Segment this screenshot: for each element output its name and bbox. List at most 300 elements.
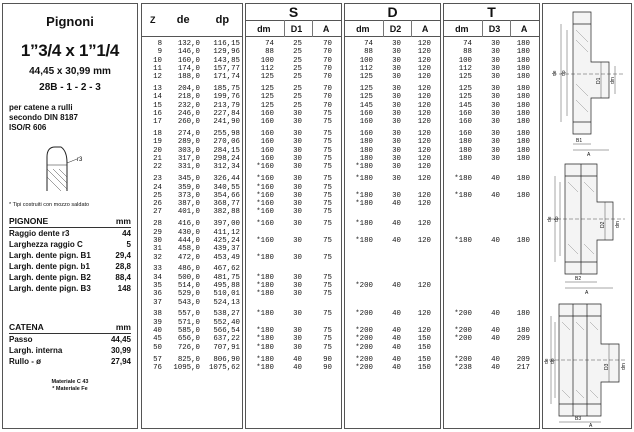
table-cell: 125 — [359, 85, 373, 94]
table-cell: 160 — [359, 130, 373, 139]
table-cell: 180 — [516, 118, 530, 127]
spec-value: 27,94 — [110, 357, 131, 366]
table-cell: 20 — [153, 146, 162, 155]
table-cell: 30 — [392, 73, 401, 82]
table-cell: 255,98 — [213, 130, 240, 139]
table-cell — [472, 319, 500, 327]
table-cell — [347, 245, 373, 253]
table-column — [162, 40, 200, 372]
table-cell: 453,49 — [213, 253, 240, 262]
table-cell — [274, 245, 302, 253]
table-cell: 120 — [417, 56, 431, 65]
table-cell: 146,0 — [177, 48, 200, 57]
table-cell: 30 — [392, 130, 401, 139]
table-cell — [446, 274, 472, 282]
table-cell: 30 — [491, 85, 500, 94]
table-cell: 30 — [293, 273, 302, 282]
table-cell: 40 — [491, 310, 500, 319]
table-cell: 387,0 — [177, 200, 200, 209]
table-column — [302, 40, 332, 372]
table-column — [274, 40, 302, 372]
table-cell: 150 — [417, 343, 431, 352]
label-a-1: A — [587, 152, 591, 158]
table-cell: 70 — [323, 64, 332, 73]
table-cell: 75 — [323, 155, 332, 164]
column-divider — [510, 20, 511, 37]
table-cell: 75 — [323, 273, 332, 282]
table-cell: 543,0 — [177, 298, 200, 307]
table-cell — [446, 208, 472, 216]
table-cell — [274, 299, 302, 307]
table-cell — [446, 290, 472, 298]
label-d3: D3 — [604, 363, 610, 370]
table-cell: *200 — [355, 335, 373, 344]
spec-label: Larghezza raggio C — [9, 240, 83, 249]
table-cell: 30 — [293, 310, 302, 319]
table-cell — [302, 245, 332, 253]
table-cell: *200 — [454, 335, 472, 344]
table-cell: 120 — [417, 191, 431, 200]
table-cell: *160 — [256, 163, 274, 172]
table-cell: 180 — [516, 327, 530, 336]
table-cell: 30 — [392, 40, 401, 48]
table-column — [347, 40, 373, 372]
table-cell: 70 — [323, 40, 332, 48]
table-cell: 30 — [392, 48, 401, 57]
table-cell: 373,0 — [177, 191, 200, 200]
table-cell: 354,66 — [213, 191, 240, 200]
header-s-a: A — [322, 23, 330, 34]
table-cell: 28 — [153, 220, 162, 229]
table-cell: 30 — [491, 73, 500, 82]
table-cell: 30 — [293, 220, 302, 229]
spec-label: Largh. dente pign. B2 — [9, 273, 91, 282]
table-cell: 120 — [417, 220, 431, 229]
table-cell: 246,0 — [177, 109, 200, 118]
table-cell: 112 — [260, 64, 274, 73]
table-cell: 411,12 — [213, 228, 240, 237]
table-cell: 33 — [153, 265, 162, 274]
table-cell: 359,0 — [177, 183, 200, 192]
table-cell: 75 — [323, 220, 332, 229]
table-cell: *200 — [355, 310, 373, 319]
table-cell: 30 — [392, 56, 401, 65]
table-cell: 120 — [417, 327, 431, 336]
table-cell — [248, 265, 274, 273]
table-cell — [446, 344, 472, 352]
table-cell: 557,0 — [177, 310, 200, 319]
table-cell: 75 — [323, 146, 332, 155]
catena-heading: CATENA — [9, 322, 44, 332]
table-cell — [373, 265, 401, 273]
catena-unit: mm — [115, 322, 131, 332]
table-cell — [274, 319, 302, 327]
table-cell: 12 — [153, 73, 162, 82]
table-cell: 180 — [516, 56, 530, 65]
chain-code: 28B - 1 - 2 - 3 — [39, 82, 101, 93]
table-cell: 566,54 — [213, 327, 240, 336]
table-cell: 143,85 — [213, 56, 240, 65]
table-cell: 31 — [153, 245, 162, 254]
pignone-specs — [9, 228, 131, 294]
table-cell: 75 — [323, 281, 332, 290]
table-cell: 40 — [153, 327, 162, 336]
table-cell: 467,62 — [213, 265, 240, 274]
table-cell — [446, 265, 472, 273]
table-cell: 125 — [260, 73, 274, 82]
spec-label: Rullo - ø — [9, 357, 41, 366]
table-cell: 29 — [153, 228, 162, 237]
table-cell: 19 — [153, 138, 162, 147]
table-cell: 75 — [323, 310, 332, 319]
tooth-r3-label: r3 — [77, 157, 83, 163]
table-cell: 30 — [293, 281, 302, 290]
chain-size: 1”3/4 x 1”1/4 — [20, 41, 120, 60]
table-cell — [248, 299, 274, 307]
table-cell — [347, 319, 373, 327]
welded-hub-note: * Tipi costruiti con mozzo saldato — [9, 202, 90, 208]
table-cell: 70 — [323, 48, 332, 57]
table-cell: 37 — [153, 298, 162, 307]
table-cell: 38 — [153, 310, 162, 319]
table-cell — [500, 163, 530, 171]
table-cell: 30 — [293, 183, 302, 192]
table-cell: 180 — [516, 93, 530, 102]
pignone-spec-row — [9, 250, 131, 261]
table-cell: 806,90 — [213, 355, 240, 364]
table-cell: 120 — [417, 85, 431, 94]
table-cell: 180 — [516, 146, 530, 155]
table-cell — [472, 344, 500, 352]
table-cell: 30 — [293, 327, 302, 336]
table-cell: *238 — [454, 363, 472, 372]
desc-line-3: ISO/R 606 — [9, 123, 47, 132]
table-cell: 100 — [458, 56, 472, 65]
spec-label: Largh. dente pign. B1 — [9, 251, 91, 260]
table-cell: 16 — [153, 109, 162, 118]
table-cell: 125 — [458, 85, 472, 94]
table-cell — [472, 163, 500, 171]
table-cell: 416,0 — [177, 220, 200, 229]
table-cell — [472, 290, 500, 298]
spec-value: 88,4 — [115, 273, 131, 282]
table-cell — [373, 184, 401, 192]
table-cell: 209 — [516, 335, 530, 344]
table-cell: 26 — [153, 200, 162, 209]
table-cell: 75 — [323, 253, 332, 262]
table-cell: 88 — [463, 48, 472, 57]
pignone-spec-row — [9, 283, 131, 294]
table-cell: 180 — [359, 146, 373, 155]
table-cell: 30 — [293, 109, 302, 118]
table-cell — [401, 290, 431, 298]
pignone-unit: mm — [115, 216, 131, 226]
table-cell: 382,88 — [213, 208, 240, 217]
table-cell: 23 — [153, 175, 162, 184]
table-cell: 30 — [293, 335, 302, 344]
table-cell: 425,24 — [213, 236, 240, 245]
table-cell: 75 — [323, 191, 332, 200]
table-cell: 538,27 — [213, 310, 240, 319]
table-cell: 188,0 — [177, 73, 200, 82]
table-cell: *180 — [355, 175, 373, 184]
table-cell: 40 — [392, 220, 401, 229]
table-cell — [373, 274, 401, 282]
sprocket-diagram-icon — [543, 4, 631, 428]
table-cell: 180 — [516, 310, 530, 319]
header-de: de — [176, 14, 190, 26]
duplex-table — [344, 3, 441, 429]
table-cell: 30 — [293, 155, 302, 164]
table-cell: 30 — [392, 155, 401, 164]
table-cell — [401, 274, 431, 282]
table-cell: 180 — [359, 155, 373, 164]
table-cell: 120 — [417, 310, 431, 319]
table-cell: 70 — [323, 56, 332, 65]
label-dm-1: dm — [610, 77, 616, 84]
table-cell: 284,15 — [213, 146, 240, 155]
table-cell: 472,0 — [177, 253, 200, 262]
header-t-dm: dm — [455, 23, 469, 34]
table-cell: 24 — [153, 183, 162, 192]
table-cell: 303,0 — [177, 146, 200, 155]
table-cell: 120 — [417, 64, 431, 73]
table-cell: 30 — [392, 85, 401, 94]
table-cell: 345,0 — [177, 175, 200, 184]
table-cell: 298,24 — [213, 155, 240, 164]
table-cell: *180 — [256, 363, 274, 372]
table-cell: *180 — [256, 327, 274, 336]
table-cell: 204,0 — [177, 85, 200, 94]
table-cell — [302, 319, 332, 327]
table-cell: 120 — [417, 109, 431, 118]
header-s-dm: dm — [257, 23, 271, 34]
table-cell: *180 — [454, 175, 472, 184]
table-cell: 218,0 — [177, 93, 200, 102]
desc-line-2: secondo DIN 8187 — [9, 113, 78, 122]
header-d-d2: D2 — [389, 23, 402, 34]
table-cell: 160 — [260, 130, 274, 139]
table-cell: 444,0 — [177, 236, 200, 245]
table-cell: 150 — [417, 355, 431, 364]
pignone-section-header — [9, 216, 131, 228]
table-cell: 70 — [323, 93, 332, 102]
header-t-d3: D3 — [488, 23, 501, 34]
table-cell: 232,0 — [177, 101, 200, 110]
table-cell: 15 — [153, 101, 162, 110]
table-cell — [274, 265, 302, 273]
table-cell: 30 — [293, 343, 302, 352]
table-cell: 125 — [260, 93, 274, 102]
tooth-profile-icon — [33, 143, 93, 193]
table-cell — [373, 229, 401, 237]
table-cell: 9 — [157, 48, 162, 57]
table-cell — [373, 290, 401, 298]
table-cell — [472, 220, 500, 228]
table-cell: *200 — [355, 343, 373, 352]
table-cell: 157,77 — [213, 64, 240, 73]
table-cell: 174,0 — [177, 64, 200, 73]
table-cell: *180 — [355, 163, 373, 172]
table-cell: 227,84 — [213, 109, 240, 118]
table-cell: 30 — [491, 40, 500, 48]
table-cell: 30 — [491, 146, 500, 155]
table-cell: 185,75 — [213, 85, 240, 94]
table-cell: 25 — [293, 64, 302, 73]
table-cell: 486,0 — [177, 265, 200, 274]
table-cell: 40 — [293, 355, 302, 364]
table-cell: *180 — [355, 236, 373, 245]
table-cell: 656,0 — [177, 335, 200, 344]
table-cell: 39 — [153, 318, 162, 327]
table-cell — [401, 229, 431, 237]
table-cell: 120 — [417, 93, 431, 102]
table-cell: 150 — [417, 335, 431, 344]
table-column — [446, 40, 472, 372]
table-cell: 129,96 — [213, 48, 240, 57]
table-cell: 75 — [323, 130, 332, 139]
table-cell — [500, 220, 530, 228]
table-cell: 180 — [516, 85, 530, 94]
table-cell: 30 — [491, 155, 500, 164]
table-cell: 11 — [153, 64, 162, 73]
label-d1: D1 — [596, 77, 602, 84]
table-cell: 326,44 — [213, 175, 240, 184]
table-cell: *160 — [256, 236, 274, 245]
table-cell: *180 — [256, 253, 274, 262]
table-cell: *160 — [256, 191, 274, 200]
label-a-2: A — [585, 290, 589, 296]
label-dp-3: dp — [550, 358, 556, 364]
table-cell — [472, 265, 500, 273]
table-cell: 57 — [153, 355, 162, 364]
table-cell: 514,0 — [177, 281, 200, 290]
label-de-3: de — [544, 358, 550, 364]
label-d2: D2 — [600, 221, 606, 228]
table-cell: 25 — [293, 93, 302, 102]
table-cell: 120 — [417, 236, 431, 245]
table-cell: *200 — [355, 327, 373, 336]
table-cell — [401, 245, 431, 253]
table-cell: 40 — [392, 363, 401, 372]
table-cell — [472, 274, 500, 282]
table-cell: *160 — [256, 220, 274, 229]
table-cell — [347, 254, 373, 262]
spec-value: 30,99 — [110, 346, 131, 355]
table-cell: 30 — [491, 130, 500, 139]
table-cell — [500, 254, 530, 262]
pignone-heading: PIGNONE — [9, 216, 49, 226]
table-cell: 495,88 — [213, 281, 240, 290]
table-cell: 40 — [491, 191, 500, 200]
table-cell — [373, 254, 401, 262]
table-cell — [446, 254, 472, 262]
table-cell: 368,77 — [213, 200, 240, 209]
table-cell: 30 — [392, 101, 401, 110]
label-dp-1: dp — [561, 70, 567, 76]
table-cell: 30 — [392, 64, 401, 73]
pignone-spec-row — [9, 261, 131, 272]
table-cell: 40 — [392, 335, 401, 344]
table-cell: 125 — [260, 101, 274, 110]
table-cell: 160 — [359, 109, 373, 118]
table-cell: 160 — [359, 118, 373, 127]
table-cell: 160 — [260, 118, 274, 127]
table-cell — [347, 184, 373, 192]
table-cell: *180 — [256, 310, 274, 319]
table-cell: 171,74 — [213, 73, 240, 82]
label-de-1: de — [552, 70, 558, 76]
spec-value: 44 — [122, 229, 131, 238]
product-title: Pignoni — [46, 14, 94, 29]
table-cell: 317,0 — [177, 155, 200, 164]
table-cell — [347, 265, 373, 273]
table-column — [401, 40, 431, 372]
table-cell: 209 — [516, 355, 530, 364]
simplex-table — [245, 3, 342, 429]
table-cell: 180 — [516, 175, 530, 184]
header-dp: dp — [215, 14, 230, 26]
header-t-a: A — [520, 23, 528, 34]
table-cell — [446, 282, 472, 290]
label-b1: B1 — [576, 138, 583, 144]
column-divider — [482, 20, 483, 37]
table-cell: 40 — [491, 363, 500, 372]
table-cell: 10 — [153, 56, 162, 65]
table-cell: 180 — [458, 146, 472, 155]
table-cell: *200 — [355, 281, 373, 290]
table-cell: 120 — [417, 40, 431, 48]
spec-value: 148 — [117, 284, 131, 293]
table-cell: 585,0 — [177, 327, 200, 336]
table-cell: *200 — [454, 355, 472, 364]
table-cell: 90 — [323, 355, 332, 364]
table-cell: 180 — [516, 109, 530, 118]
table-cell: *180 — [256, 281, 274, 290]
table-cell: *200 — [454, 327, 472, 336]
table-column — [248, 40, 274, 372]
material-alt: * Materiale Fe — [52, 386, 88, 392]
table-cell: 1075,62 — [208, 363, 240, 372]
table-cell: 40 — [491, 355, 500, 364]
table-cell: 213,79 — [213, 101, 240, 110]
table-cell: 45 — [153, 335, 162, 344]
table-cell: 75 — [323, 183, 332, 192]
standard-description — [9, 103, 131, 133]
table-cell: 25 — [153, 191, 162, 200]
table-cell: 180 — [516, 236, 530, 245]
table-cell: 40 — [392, 343, 401, 352]
table-cell: 180 — [516, 155, 530, 164]
table-cell: 707,91 — [213, 343, 240, 352]
table-cell: 571,0 — [177, 318, 200, 327]
table-cell: 30 — [293, 200, 302, 209]
header-t: T — [487, 4, 496, 20]
table-cell: 145 — [458, 101, 472, 110]
table-cell: 260,0 — [177, 118, 200, 127]
table-cell: 120 — [417, 138, 431, 147]
table-cell: 30 — [491, 93, 500, 102]
table-cell — [347, 274, 373, 282]
table-cell: *180 — [454, 191, 472, 200]
table-cell: 150 — [417, 363, 431, 372]
table-cell: 160 — [458, 109, 472, 118]
table-cell: 70 — [323, 101, 332, 110]
triplex-table — [443, 3, 540, 429]
label-dm-2: dm — [615, 221, 621, 228]
table-cell: 30 — [491, 138, 500, 147]
chain-dimensions: 44,45 x 30,99 mm — [29, 66, 111, 77]
